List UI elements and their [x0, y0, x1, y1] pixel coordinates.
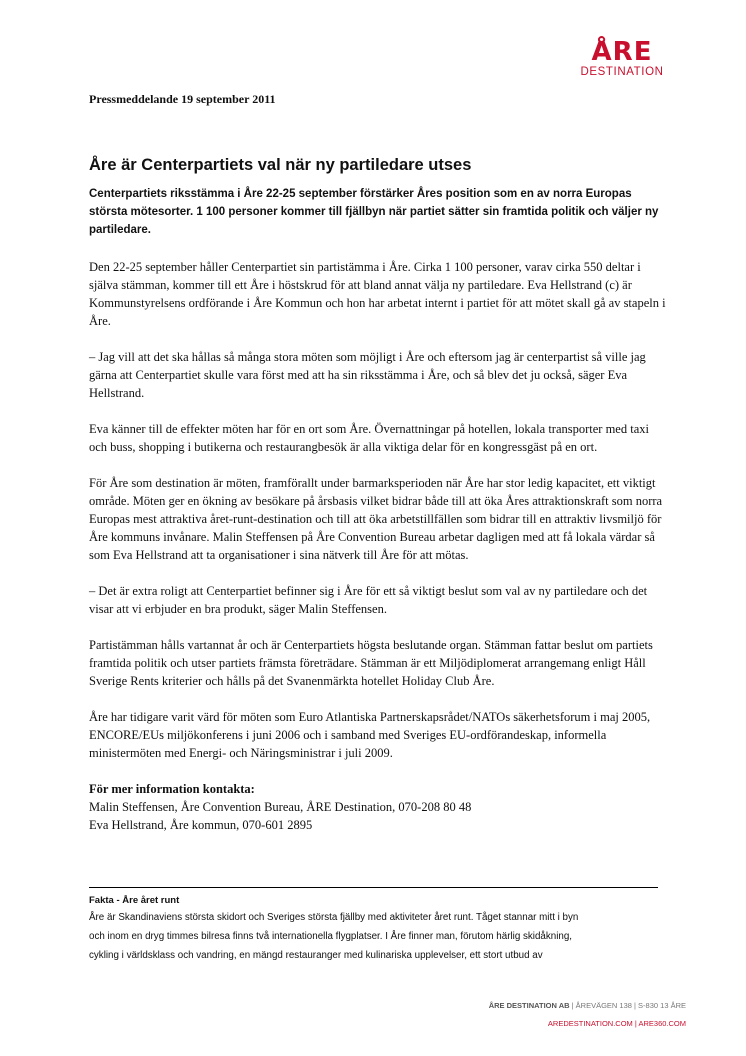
footer-links[interactable]: AREDESTINATION.COM | ARE360.COM: [547, 1019, 686, 1028]
logo-wordmark: ÅRE: [591, 37, 653, 67]
fact-divider: [89, 887, 658, 888]
page-footer: [489, 997, 686, 1033]
contact-heading: För mer information kontakta:: [89, 782, 255, 796]
body-paragraph: Den 22-25 september håller Centerpartiet sin partistämma i Åre. Cirka 1 100 personer, varav cirka 550 deltar i själva stämman, kommer till ett Åre i höstskrud för att bland annat välja ny partiledare. Eva Hellstrand (c) är Kommunstyrelsens ordförande i Åre Kommun och hon har arbetat internt i partiet för att mötet skall gå av stapeln i Åre.: [89, 260, 666, 328]
footer-address: | ÅREVÄGEN 138 | S-830 13 ÅRE: [569, 1001, 686, 1010]
body-paragraph: För Åre som destination är möten, framförallt under barmarksperioden när Åre har stor ledig kapacitet, ett viktigt område. Möten ger en ökning av besökare på årsbasis vilket bidrar både till att öka Åres attraktionskraft som norra Europas mest attraktiva året-runt-destination och till att öka arbetstillfällen som bidrar till en attraktiv livsmiljö för Åre kommuns invånare. Malin Steffensen på Åre Convention Bureau arbetar dagligen med att få lokala värdar så som Eva Hellstrand att ta organisationer i sina nätverk till Åre för att mötas.: [89, 476, 663, 562]
are-destination-logo: [574, 38, 670, 78]
body-paragraph: Partistämman hålls vartannat år och är Centerpartiets högsta beslutande organ. Stämman fattar beslut om partiets framtida politik och utser partiets främsta företrädare. Stämman är ett Miljödiplomerat arrangemang enligt Håll Sverige Rents kriterier och hålls på det Svanenmärkta hotellet Holiday Club Åre.: [89, 638, 653, 688]
fact-box: [89, 893, 669, 965]
logo-subtitle: DESTINATION: [580, 66, 664, 78]
contact-section: [89, 780, 669, 834]
dateline: Pressmeddelande 19 september 2011: [89, 92, 276, 106]
fact-heading: Fakta - Åre året runt: [89, 895, 180, 906]
body-paragraph: Eva känner till de effekter möten har för en ort som Åre. Övernattningar på hotellen, lokala transporter med taxi och buss, shopping i butikerna och restaurangbesök är alla viktiga delar för en kongressgäst på en ort.: [89, 422, 649, 454]
fact-line: cykling i världsklass och vandring, en mängd restauranger med kulinariska upplevelser, ett stort utbud av: [89, 950, 543, 961]
fact-line: och inom en dryg timmes bilresa finns två internationella flygplatser. I Åre finner man, förutom härlig skidåkning,: [89, 931, 572, 942]
lead-paragraph: Centerpartiets riksstämma i Åre 22-25 september förstärker Åres position som en av norra Europas största mötesorter. 1 100 personer kommer till fjällbyn när partiet sätter sin framtida politik och väljer ny partiledare.: [89, 188, 659, 236]
footer-address-line: [489, 997, 686, 1015]
contact-line: Eva Hellstrand, Åre kommun, 070-601 2895: [89, 818, 313, 832]
press-release-body: [89, 91, 669, 834]
body-paragraph: – Det är extra roligt att Centerpartiet befinner sig i Åre för ett så viktigt beslut som val av ny partiledare och det visar att vi erbjuder en bra produkt, säger Malin Steffensen.: [89, 584, 648, 616]
press-release-title: Åre är Centerpartiets val när ny partiledare utses: [89, 156, 472, 174]
contact-line: Malin Steffensen, Åre Convention Bureau, ÅRE Destination, 070-208 80 48: [89, 800, 472, 814]
body-paragraph: – Jag vill att det ska hållas så många stora möten som möjligt i Åre och eftersom jag är centerpartist så ville jag gärna att Centerpartiet skulle vara först med att ha sin riksstämma i Åre, och så blev det ju också, säger Eva Hellstrand.: [89, 350, 646, 400]
body-paragraph: Åre har tidigare varit värd för möten som Euro Atlantiska Partnerskapsrådet/NATOs säkerhetsforum i maj 2005, ENCORE/EUs miljökonferens i juni 2006 och i samband med Sveriges EU-ordförandeskap, informella ministermöten med Energi- och Näringsministrar i juli 2009.: [89, 710, 651, 760]
footer-company: ÅRE DESTINATION AB: [488, 1001, 570, 1010]
fact-line: Åre är Skandinaviens största skidort och Sveriges största fjällby med aktiviteter året runt. Tåget stannar mitt i byn: [89, 912, 579, 923]
